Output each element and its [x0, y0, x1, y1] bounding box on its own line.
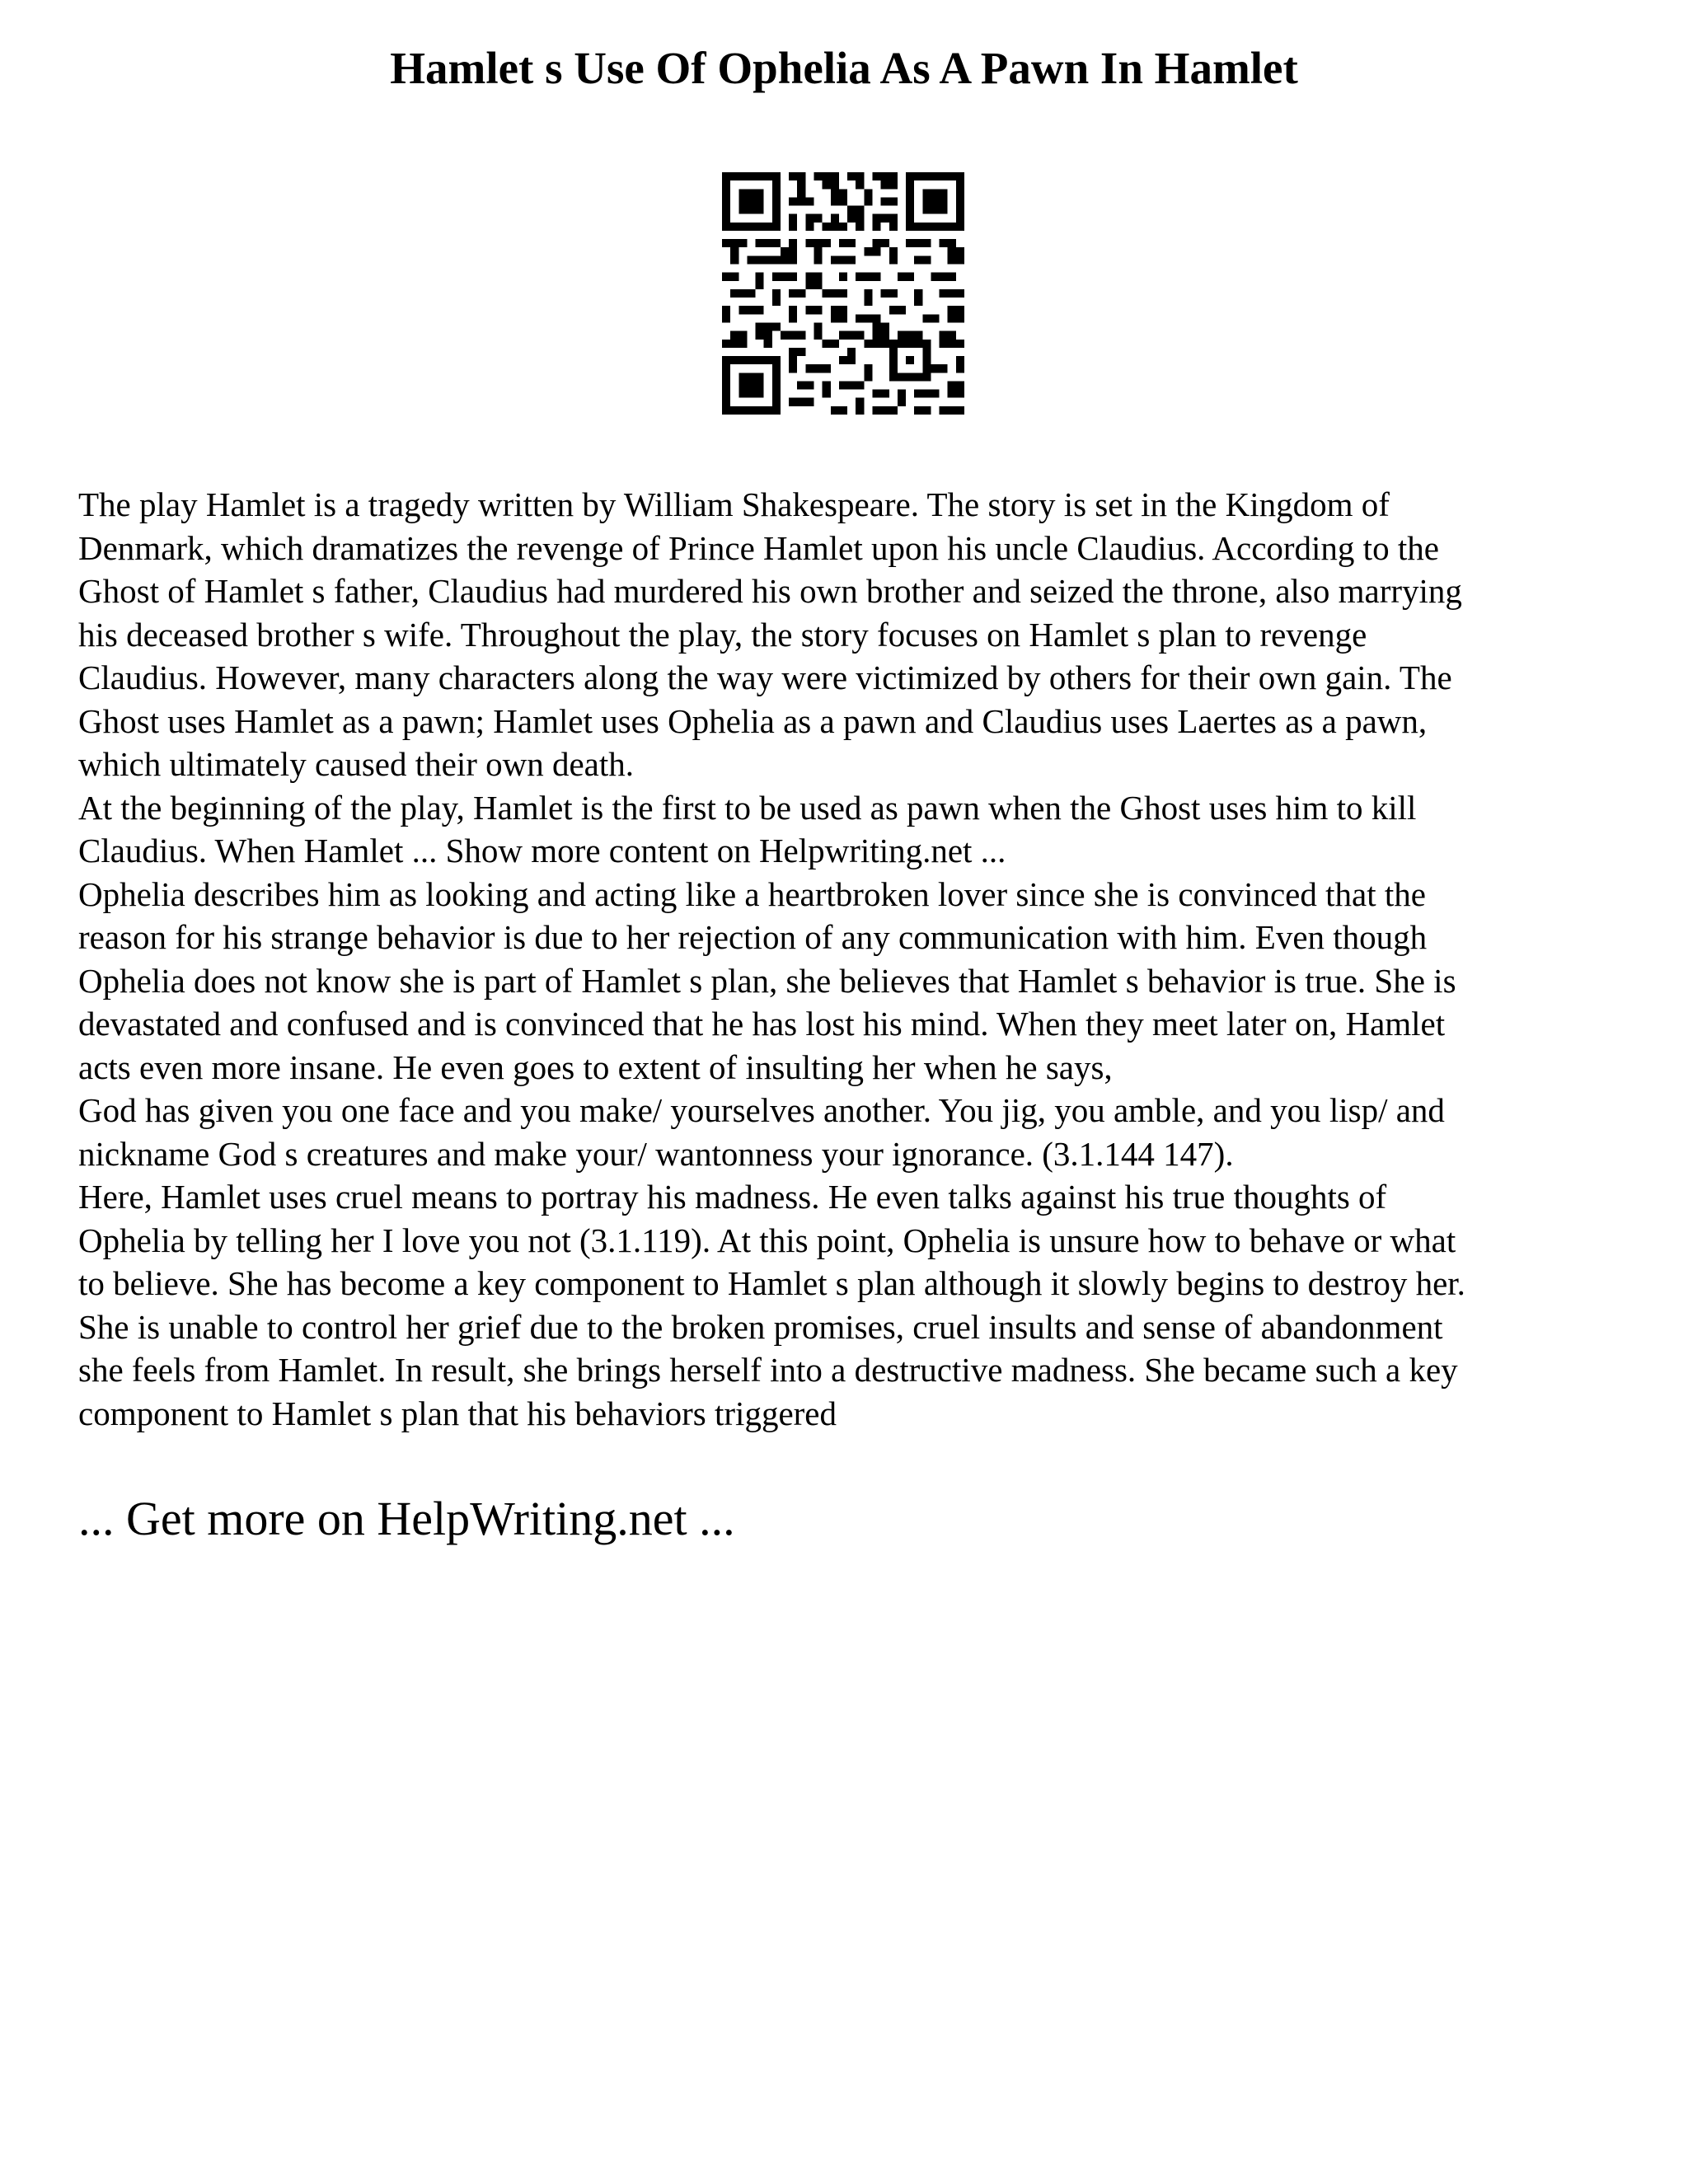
paragraph-beginning: At the beginning of the play, Hamlet is the first to be used as pawn when the Ghost uses him to kill Claudius. When Hamlet ... Show more content on Helpwriting.net ... [78, 788, 1417, 869]
document-title: Hamlet s Use Of Ophelia As A Pawn In Hamlet [390, 43, 1298, 93]
paragraph-ophelia: Ophelia describes him as looking and acting like a heartbroken lover since she is convinced that the reason for his strange behavior is due to her rejection of any communication with him. Even though Ophelia does not know she is part of Hamlet s plan, she believes that Hamlet s behavior is true. She is devastated and confused and is convinced that he has lost his mind. When they meet later on, Hamlet acts even more insane. He even goes to extent of insulting her when he says, [78, 874, 1456, 1086]
paragraph-madness: Here, Hamlet uses cruel means to portray his madness. He even talks against his true thoughts of Ophelia by telling her I love you not (3.1.119). At this point, Ophelia is unsure how to behave or what to believe. She has become a key component to Hamlet s plan although it slowly begins to destroy her. She is unable to control her grief due to the broken promises, cruel insults and sense of abandonment she feels from Hamlet. In result, she brings herself into a destructive madness. She became such a key component to Hamlet s plan that his behaviors triggered [78, 1178, 1465, 1432]
article-body [78, 483, 1628, 1435]
get-more-link[interactable]: ... Get more on HelpWriting.net ... [78, 1492, 735, 1545]
paragraph-intro: The play Hamlet is a tragedy written by William Shakespeare. The story is set in the Kingdom of Denmark, which dramatizes the revenge of Prince Hamlet upon his uncle Claudius. According to the Ghost of Hamlet s father, Claudius had murdered his own brother and seized the throne, also marrying his deceased brother s wife. Throughout the play, the story focuses on Hamlet s plan to revenge Claudius. However, many characters along the way were victimized by others for their own gain. The Ghost uses Hamlet as a pawn; Hamlet uses Ophelia as a pawn and Claudius uses Laertes as a pawn, which ultimately caused their own death. [78, 485, 1462, 783]
qr-code-icon[interactable] [722, 172, 964, 415]
paragraph-quote: God has given you one face and you make/ yourselves another. You jig, you amble, and you lisp/ and nickname God s creatures and make your/ wantonness your ignorance. (3.1.144 147). [78, 1091, 1445, 1173]
